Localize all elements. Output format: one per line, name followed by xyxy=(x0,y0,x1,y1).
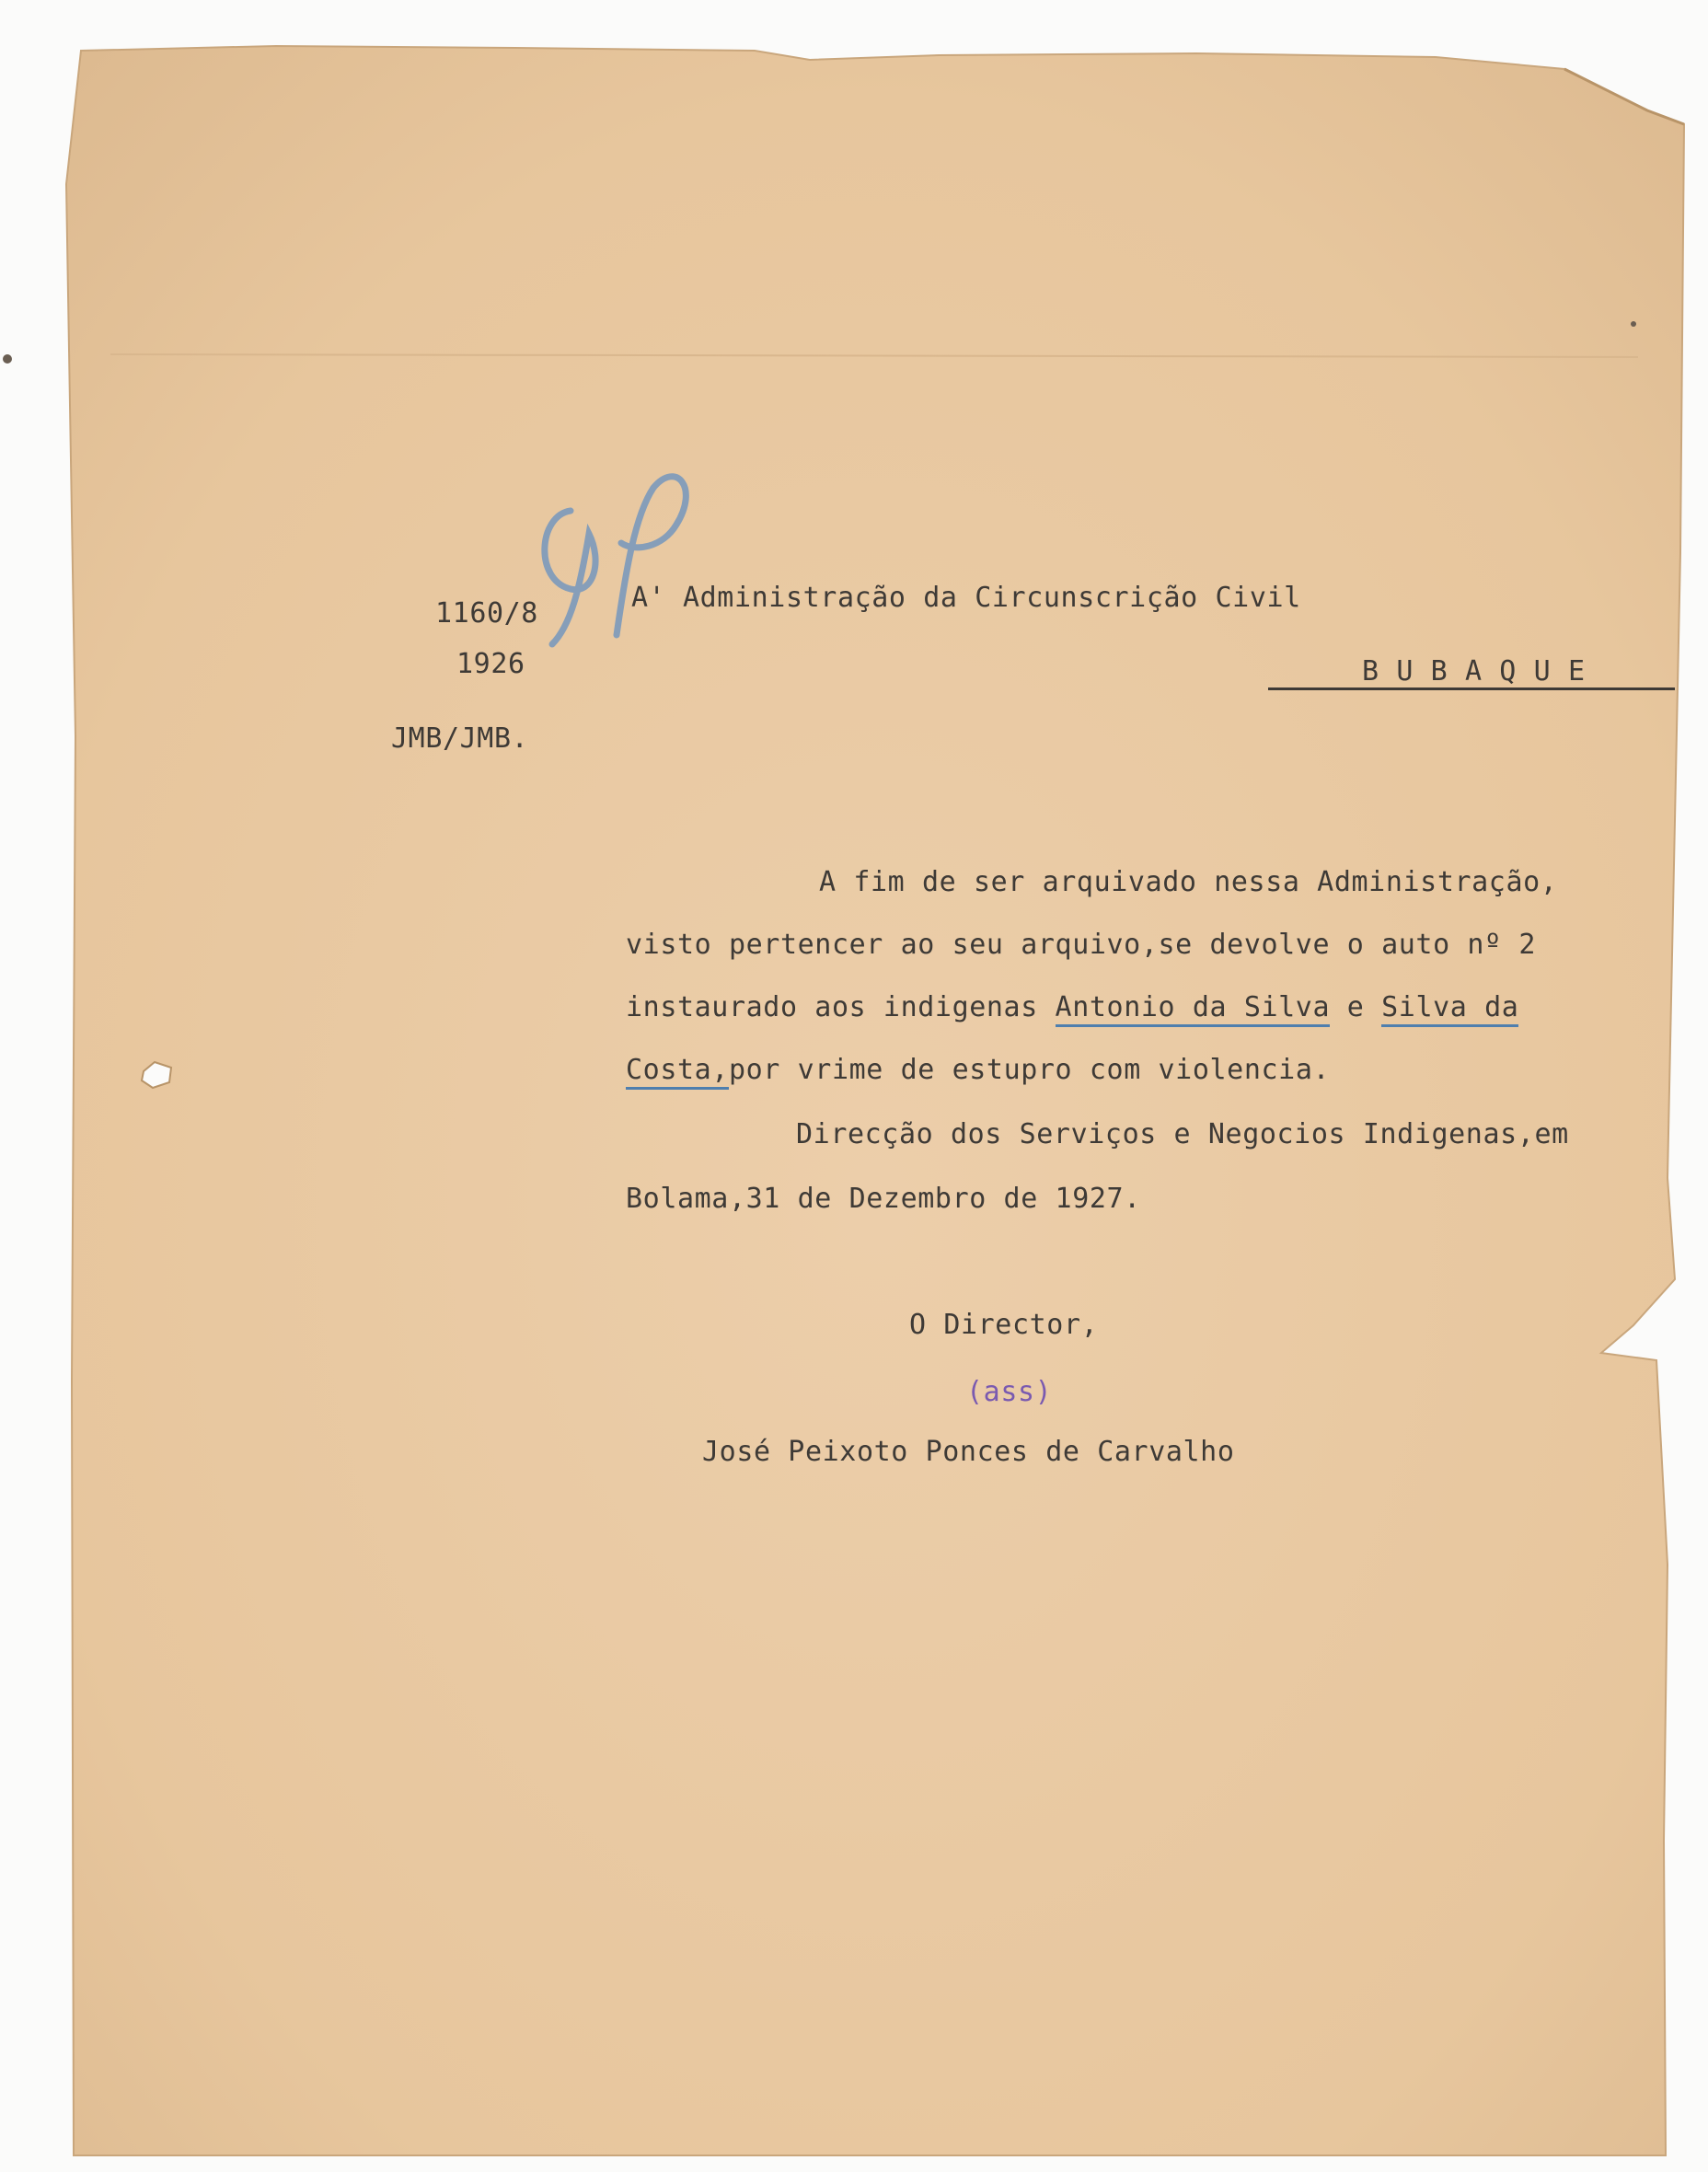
body-line-6: Bolama,31 de Dezembro de 1927. xyxy=(626,1183,1141,1215)
name-underlined-1: Antonio da Silva xyxy=(1056,991,1331,1027)
addressee-place: B U B A Q U E xyxy=(1362,655,1586,687)
body-text: por vrime de estupro com violencia. xyxy=(728,1054,1331,1086)
body-line-5: Direcção dos Serviços e Negocios Indigenas,em xyxy=(796,1118,1569,1150)
signature-name: José Peixoto Ponces de Carvalho xyxy=(702,1436,1235,1468)
body-line-4 xyxy=(626,1054,1331,1086)
body-text: instaurado aos indigenas xyxy=(626,991,1056,1023)
paper-hole xyxy=(138,1058,177,1092)
typist-initials: JMB/JMB. xyxy=(391,722,529,755)
body-line-1: A fim de ser arquivado nessa Administração, xyxy=(819,866,1558,898)
reference-number: 1160/8 xyxy=(435,597,538,630)
handwritten-pencil-mark xyxy=(515,460,699,653)
addressee-line: A' Administração da Circunscrição Civil xyxy=(631,582,1301,614)
body-line-2: visto pertencer ao seu arquivo,se devolve o auto nº 2 xyxy=(626,929,1537,961)
header-rule xyxy=(1268,687,1675,690)
body-text: e xyxy=(1330,991,1382,1023)
signature-ass: (ass) xyxy=(966,1376,1053,1408)
body-line-3 xyxy=(626,991,1519,1023)
signature-title: O Director, xyxy=(909,1309,1099,1341)
reference-year: 1926 xyxy=(456,648,525,680)
name-underlined-2: Silva da xyxy=(1381,991,1518,1027)
name-underlined-3: Costa, xyxy=(626,1054,729,1090)
